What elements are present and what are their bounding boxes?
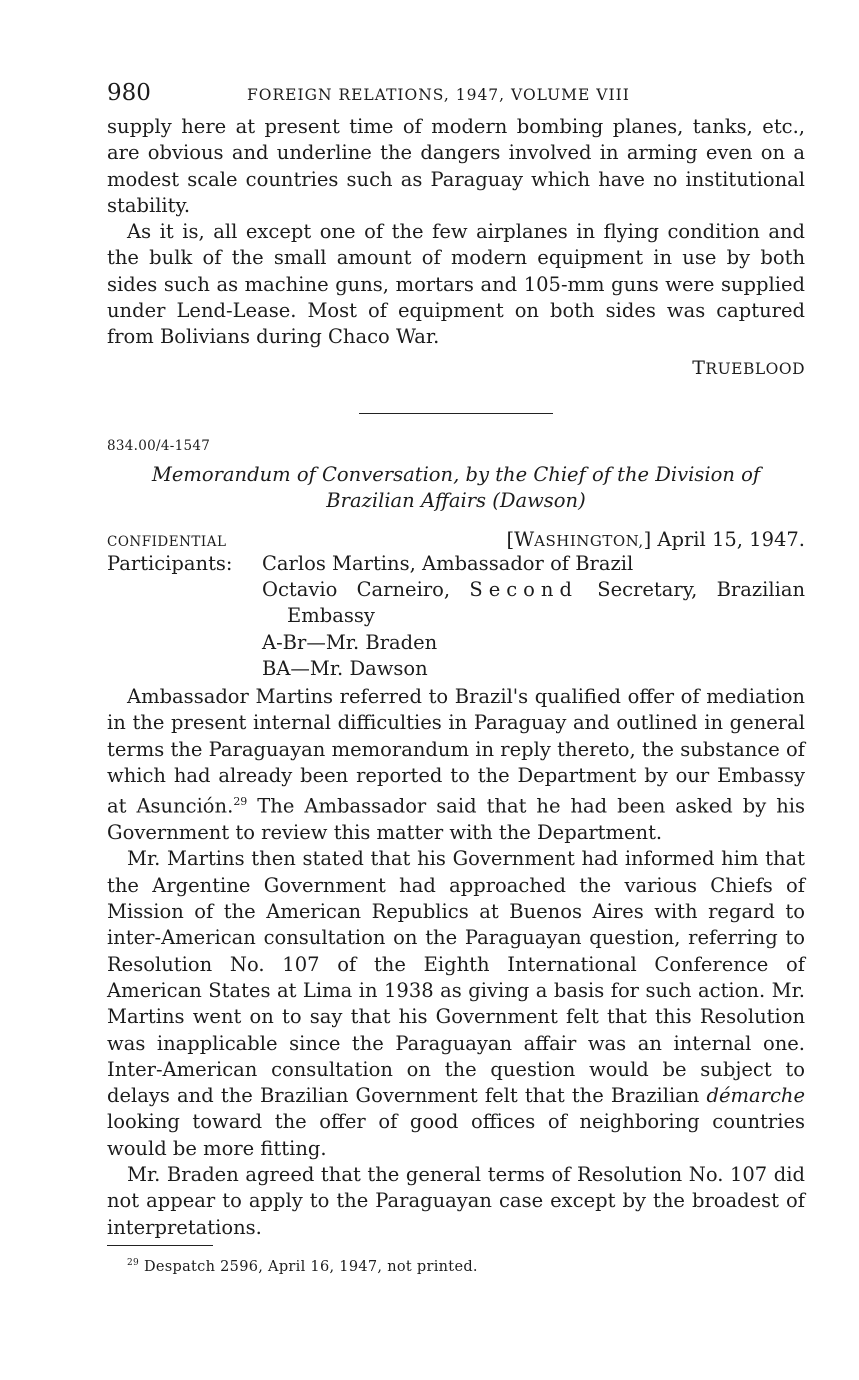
participant-carneiro: Octavio Carneiro, Second Secretary, Brazilian: [262, 577, 806, 601]
participants-block: [107, 551, 805, 682]
paragraph-consultation: Mr. Martins then stated that his Government had informed him that the Argentine Government had approached the various Chiefs of Mission of the American Republics at Buenos Aires with regard to inter-American consultation on the Paraguayan question, referring to Resolution No. 107 of the Eighth International Conference of American States at Lima in 1938 as giving a basis for such action. Mr. Martins went on to say that his Government felt that this Resolution was inapplicable since the Paraguayan affair was an internal one. Inter-American consultation on the question would be subject to delays and the Brazilian Government felt that the Brazilian démarche looking toward the offer of good offices of neighboring countries would be more fitting.: [107, 847, 805, 1160]
page-number: 980: [107, 80, 151, 106]
paragraph-braden: Mr. Braden agreed that the general terms of Resolution No. 107 did not appear to apply to the Paraguayan case except by the broadest of interpretations.: [107, 1163, 805, 1239]
participants-list: [262, 551, 805, 682]
footnote-ref-29[interactable]: 29: [233, 795, 248, 809]
classification: CONFIDENTIAL: [107, 533, 227, 550]
paragraph-equipment: As it is, all except one of the few airplanes in flying condition and the bulk of the small amount of modern equipment in use by both sides such as machine guns, mortars and 105-mm guns were supplied under Lend-Lease. Most of equipment on both sides was captured from Bolivians during Chaco War.: [107, 220, 805, 349]
participant-braden: A-Br—Mr. Braden: [262, 630, 438, 654]
participant-dawson: BA—Mr. Dawson: [262, 656, 428, 680]
document-title: Memorandum of Conversation, by the Chief of the Division of Brazilian Affairs (Dawson): [151, 462, 761, 512]
footnote-divider: [107, 1245, 213, 1246]
signature-trueblood: TRUEBLOOD: [692, 356, 805, 379]
place-and-date: [WASHINGTON,] April 15, 1947.: [506, 527, 805, 551]
participant-martins: Carlos Martins, Ambassador of Brazil: [262, 551, 634, 575]
memo-body: [107, 684, 805, 1241]
file-number: 834.00/4-1547: [107, 437, 211, 454]
participants-label: Participants:: [107, 551, 233, 575]
paragraph-mediation: Ambassador Martins referred to Brazil's qualified offer of mediation in the present internal difficulties in Paraguay and outlined in general terms the Paraguayan memorandum in reply thereto, the substance of which had already been reported to the Department by our Embassy at Asunción.$^{29}$ The Ambassador said that he had been asked by his Government to review this matter with the Department.: [107, 685, 805, 845]
dateline: [107, 528, 805, 551]
participant-carneiro-cont: Embassy: [287, 604, 375, 628]
document-page: [107, 80, 805, 1275]
running-title: FOREIGN RELATIONS, 1947, VOLUME VIII: [247, 86, 630, 104]
footnote-29: $^{29}$ Despatch 2596, April 16, 1947, not printed.: [127, 1257, 478, 1275]
continuation-paragraph: supply here at present time of modern bombing planes, tanks, etc., are obvious and underline the dangers involved in arming even on a modest scale countries such as Paraguay which have no institutional stability.: [107, 115, 805, 217]
section-divider: [359, 413, 553, 414]
page-header: [107, 80, 805, 114]
